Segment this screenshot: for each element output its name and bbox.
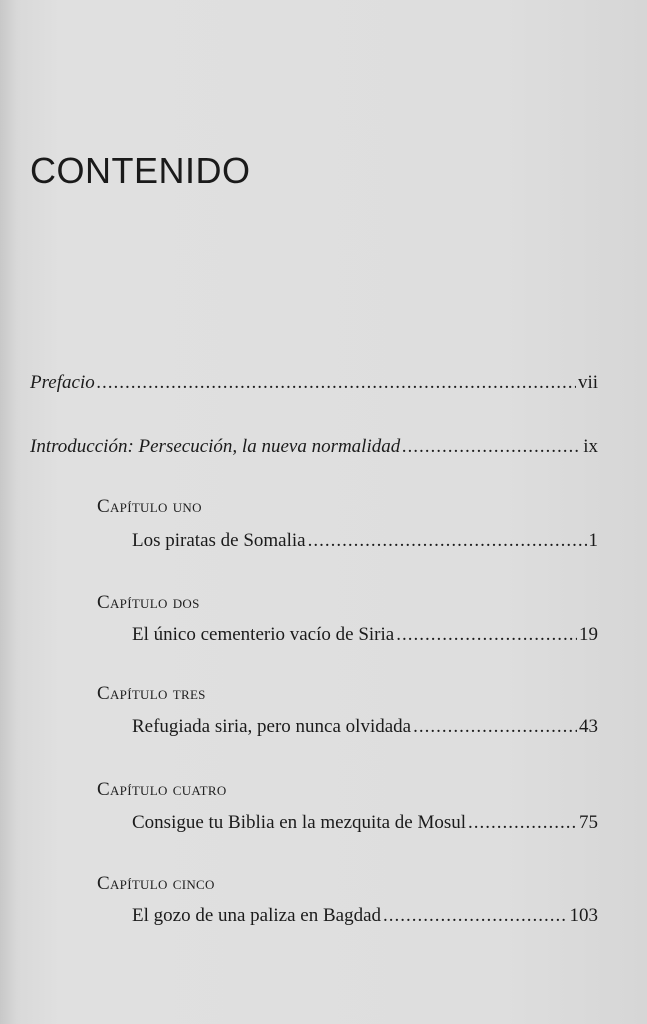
- leader-dots: [308, 530, 587, 552]
- chapter-title: Los piratas de Somalia: [132, 530, 306, 551]
- leader-dots: [402, 436, 581, 458]
- leader-dots: [396, 624, 577, 646]
- leader-dots: [383, 905, 567, 927]
- toc-entry-chapter-1: [132, 530, 598, 552]
- chapter-number-label: Capítulo tres: [97, 683, 206, 704]
- toc-entry-label: Prefacio: [30, 372, 95, 393]
- chapter-number-label: Capítulo dos: [97, 592, 200, 613]
- toc-entry-page: vii: [577, 372, 598, 393]
- chapter-title: Refugiada siria, pero nunca olvidada: [132, 716, 412, 737]
- toc-entry-introduccion: [30, 436, 598, 458]
- chapter-number-label: Capítulo cinco: [97, 873, 215, 894]
- toc-entry-label: Introducción: Persecución, la nueva normalidad: [30, 436, 401, 457]
- toc-entry-page: ix: [583, 436, 598, 457]
- toc-entry-chapter-2: [132, 624, 598, 646]
- chapter-number-label: Capítulo cuatro: [97, 779, 227, 800]
- chapter-number-label: Capítulo uno: [97, 496, 202, 517]
- chapter-title: Consigue tu Biblia en la mezquita de Mosul: [132, 812, 467, 833]
- chapter-title: El gozo de una paliza en Bagdad: [132, 905, 382, 926]
- page-title: CONTENIDO: [30, 150, 251, 191]
- chapter-page: 103: [569, 905, 598, 926]
- toc-entry-chapter-3: [132, 716, 598, 738]
- chapter-page: 19: [579, 624, 598, 645]
- toc-entry-chapter-5: [132, 905, 598, 927]
- chapter-page: 43: [579, 716, 598, 737]
- toc-entry-chapter-4: [132, 812, 598, 834]
- leader-dots: [413, 716, 577, 738]
- leader-dots: [97, 372, 576, 394]
- leader-dots: [468, 812, 577, 834]
- chapter-page: 1: [588, 530, 598, 551]
- toc-entry-prefacio: [30, 372, 598, 394]
- chapter-title: El único cementerio vacío de Siria: [132, 624, 395, 645]
- chapter-page: 75: [579, 812, 598, 833]
